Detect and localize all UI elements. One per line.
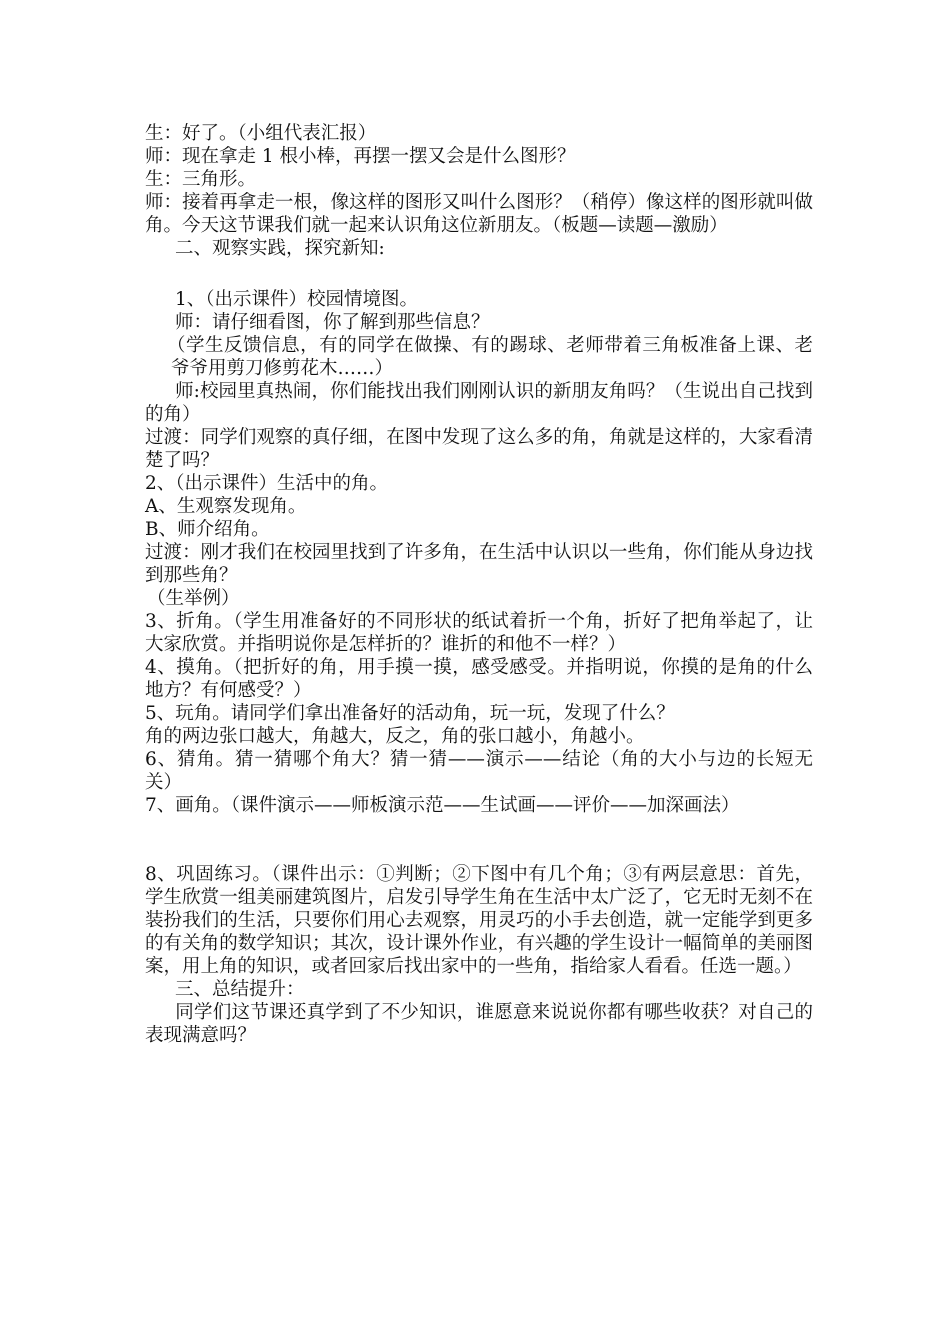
paragraph-1: 生：好了。（小组代表汇报） <box>145 123 377 144</box>
paragraph-18: 5、玩角。请同学们拿出准备好的活动角，玩一玩，发现了什么？ <box>145 703 675 724</box>
paragraph-24: 同学们这节课还真学到了不少知识，谁愿意来说说你都有哪些收获？对自己的表现满意吗？ <box>145 1002 813 1046</box>
paragraph-21: 7、画角。（课件演示——师板演示范——生试画——评价——加深画法） <box>145 795 740 816</box>
paragraph-7: 师：请仔细看图，你了解到那些信息？ <box>175 312 490 333</box>
paragraph-13: B、师介绍角。 <box>145 519 270 540</box>
document-page <box>145 122 813 1047</box>
paragraph-19: 角的两边张口越大，角越大，反之，角的张口越小，角越小。 <box>145 726 645 747</box>
paragraph-11: 2、（出示课件）生活中的角。 <box>145 473 389 494</box>
paragraph-4: 师：接着再拿走一根，像这样的图形又叫什么图形？（稍停）像这样的图形就叫做角。今天这节课我们就一起来认识角这位新朋友。（板题—读题—激励） <box>145 192 813 236</box>
section-heading-3: 三、总结提升： <box>175 979 305 1000</box>
paragraph-6: 1、（出示课件）校园情境图。 <box>175 289 419 310</box>
paragraph-9: 师:校园里真热闹，你们能找出我们刚刚认识的新朋友角吗？（生说出自己找到的角） <box>145 381 813 425</box>
paragraph-17: 4、摸角。（把折好的角，用手摸一摸，感受感受。并指明说，你摸的是角的什么地方？有何感受？） <box>145 657 813 701</box>
paragraph-22: 8、巩固练习。（课件出示：①判断；②下图中有几个角；③有两层意思：首先，学生欣赏一组美丽建筑图片，启发引导学生角在生活中太广泛了，它无时无刻不在装扮我们的生活，只要你们用心去观察，用灵巧的小手去创造，就一定能学到更多的有关角的数学知识；其次，设计课外作业，有兴趣的学生设计一幅简单的美丽图案，用上角的知识，或者回家后找出家中的一些角，指给家人看看。任选一题。） <box>145 864 813 977</box>
paragraph-3: 生：三角形。 <box>145 169 257 190</box>
paragraph-2: 师：现在拿走 1 根小棒，再摆一摆又会是什么图形？ <box>145 146 576 167</box>
paragraph-15: （生举例） <box>147 588 240 609</box>
paragraph-8: （学生反馈信息，有的同学在做操、有的踢球、老师带着三角板准备上课、老爷爷用剪刀修剪花木……） <box>167 335 813 379</box>
paragraph-20: 6、猜角。猜一猜哪个角大？猜一猜——演示——结论（角的大小与边的长短无关） <box>145 749 813 793</box>
paragraph-10: 过渡：同学们观察的真仔细，在图中发现了这么多的角，角就是这样的，大家看清楚了吗？ <box>145 427 813 471</box>
section-heading-2: 二、观察实践，探究新知: <box>175 238 385 259</box>
paragraph-14: 过渡：刚才我们在校园里找到了许多角，在生活中认识以一些角，你们能从身边找到那些角？ <box>145 542 813 586</box>
paragraph-16: 3、折角。（学生用准备好的不同形状的纸试着折一个角，折好了把角举起了，让大家欣赏。并指明说你是怎样折的？谁折的和他不一样？） <box>145 611 813 655</box>
paragraph-12: A、生观察发现角。 <box>145 496 307 517</box>
